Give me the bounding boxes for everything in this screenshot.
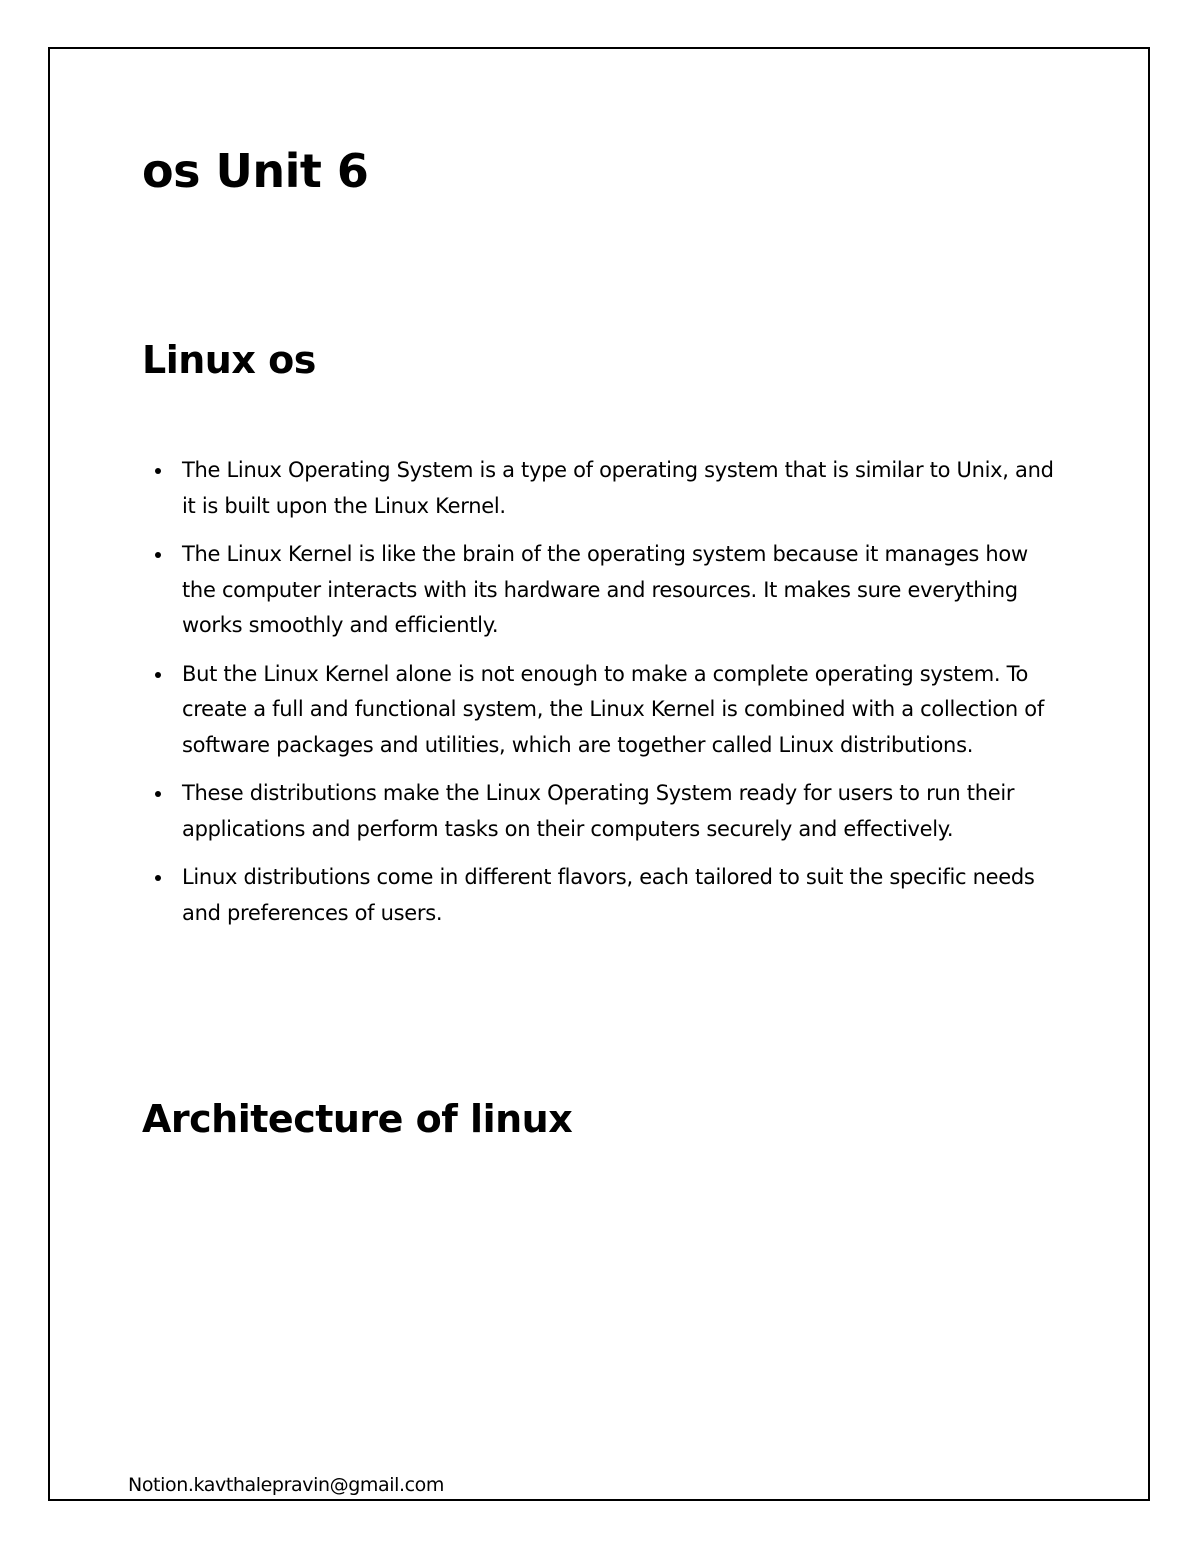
section-heading-architecture: Architecture of linux (142, 1097, 573, 1141)
linux-os-bullet-list (142, 453, 1057, 944)
bullet-icon (155, 791, 161, 797)
page-title: os Unit 6 (142, 144, 369, 198)
list-item-text: But the Linux Kernel alone is not enough to make a complete operating system. To create a full and functional system, the Linux Kernel is combined with a collection of software packages and utilities, which are together called Linux distributions. (182, 661, 1044, 757)
list-item (142, 657, 1057, 764)
footer-email: Notion.kavthalepravin@gmail.com (128, 1474, 444, 1496)
bullet-icon (155, 672, 161, 678)
section-heading-linux-os: Linux os (142, 338, 316, 382)
list-item-text: Linux distributions come in different flavors, each tailored to suit the specific needs and preferences of users. (182, 865, 1035, 925)
list-item-text: The Linux Kernel is like the brain of the operating system because it manages how the computer interacts with its hardware and resources. It makes sure everything works smoothly and efficiently. (182, 542, 1028, 637)
bullet-icon (155, 875, 161, 881)
bullet-icon (155, 552, 161, 558)
list-item (142, 776, 1057, 847)
list-item (142, 860, 1057, 931)
list-item (142, 453, 1057, 524)
list-item-text: These distributions make the Linux Operating System ready for users to run their applications and perform tasks on their computers securely and effectively. (182, 781, 1015, 841)
list-item (142, 537, 1057, 644)
bullet-icon (155, 468, 161, 474)
list-item-text: The Linux Operating System is a type of operating system that is similar to Unix, and it is built upon the Linux Kernel. (182, 458, 1054, 518)
